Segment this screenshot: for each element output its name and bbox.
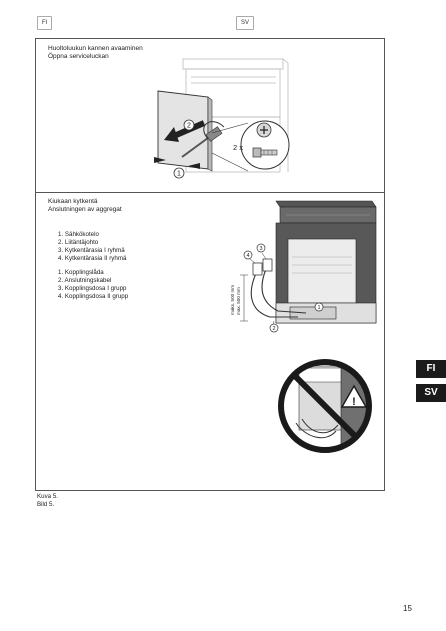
dimension-lines [240, 275, 248, 321]
callout-1-label: 1 [177, 170, 181, 178]
figure-heater-connection [35, 192, 385, 491]
side-tab-sv: SV [416, 384, 446, 402]
service-hatch-illustration [36, 39, 384, 192]
language-tag-sv: SV [236, 16, 254, 30]
figure-service-hatch [35, 38, 385, 193]
list-item: 1. Kopplingslåda [58, 269, 104, 276]
list-item: 2. Liitäntäjohto [58, 239, 99, 246]
list-item: 3. Kopplingsdosa I grupp [58, 285, 127, 292]
figure-caption [37, 493, 58, 509]
screw-count-label: 2 x [233, 143, 244, 152]
prohibited-detail [281, 362, 377, 456]
heater-body [276, 201, 376, 323]
screw-detail-magnifier [241, 121, 289, 169]
figure-title-sv: Öppna serviceluckan [48, 53, 109, 60]
list-item: 2. Anslutningskabel [58, 277, 112, 284]
dimension-label-fi: maks. 500 mm [230, 284, 235, 315]
junction-box-group-1 [263, 259, 272, 271]
list-item: 4. Kopplingsdosa II grupp [58, 293, 129, 300]
figure-title-fi: Huoltoluukun kannen avaaminen [48, 45, 143, 52]
svg-text:!: ! [352, 396, 356, 408]
callout-3-label: 3 [259, 246, 263, 253]
callout-4-label: 4 [246, 253, 250, 260]
callout-2-label: 2 [272, 326, 276, 333]
page-number: 15 [403, 604, 412, 613]
screw-side-icon [253, 148, 261, 157]
heater-connection-illustration [36, 193, 384, 490]
list-item: 3. Kytkentärasia I ryhmä [58, 247, 125, 254]
side-tab-fi: FI [416, 360, 446, 378]
list-item: 1. Sähkökotelo [58, 231, 99, 238]
figure-title-fi: Kiukaan kytkentä [48, 198, 98, 205]
language-tag-fi: FI [37, 16, 52, 30]
callout-2-label: 2 [187, 122, 191, 130]
figure-caption-fi: Kuva 5. [37, 493, 58, 500]
callout-1-label: 1 [317, 305, 321, 312]
figure-title-sv: Anslutningen av aggregat [48, 206, 122, 213]
dimension-label-sv: max. 500 mm [236, 287, 241, 315]
junction-box-group-2 [253, 263, 262, 275]
list-item: 4. Kytkentärasia II ryhmä [58, 255, 127, 262]
figure-caption-sv: Bild 5. [37, 501, 55, 508]
